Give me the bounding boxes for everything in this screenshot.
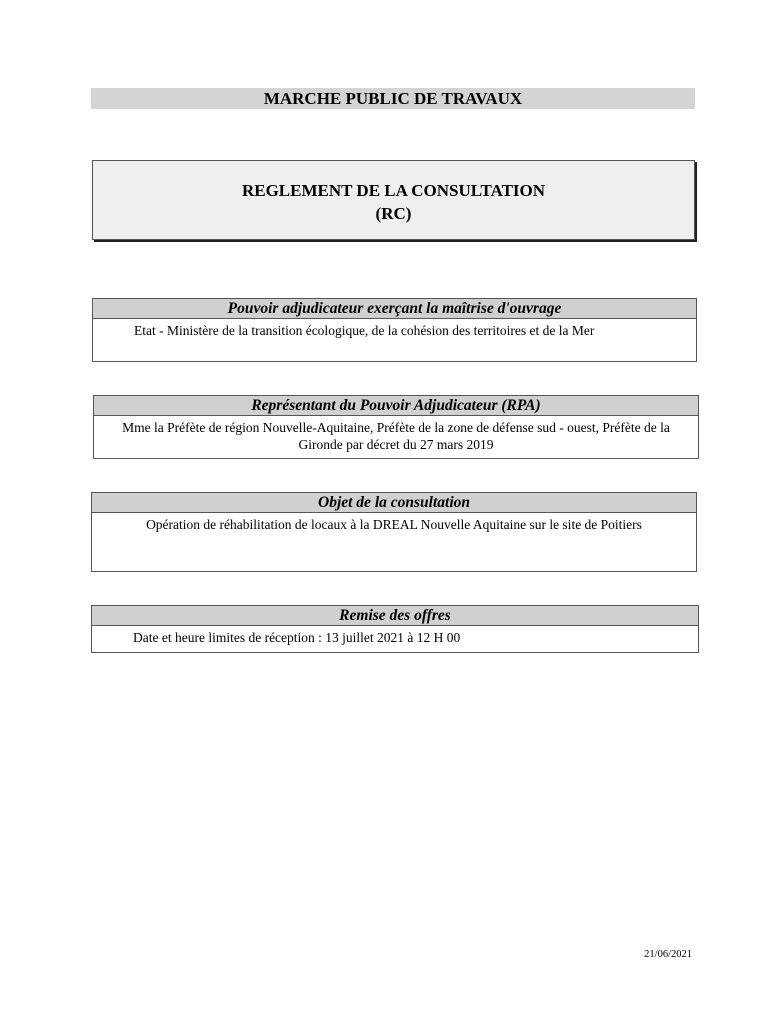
section-body: Etat - Ministère de la transition écologique, de la cohésion des territoires et de la Mer bbox=[134, 323, 595, 338]
section-heading: Objet de la consultation bbox=[92, 493, 696, 513]
rc-title-box bbox=[92, 160, 695, 240]
rc-title: REGLEMENT DE LA CONSULTATION bbox=[241, 181, 546, 200]
footer-date: 21/06/2021 bbox=[644, 949, 692, 960]
main-title: MARCHE PUBLIC DE TRAVAUX bbox=[91, 88, 695, 109]
contracting-authority-section bbox=[92, 298, 697, 362]
section-body: Mme la Préfète de région Nouvelle-Aquitaine, Préfète de la zone de défense sud - ouest, Préfète de la Gironde par décret du 27 mars 2019 bbox=[122, 420, 670, 452]
section-heading: Pouvoir adjudicateur exerçant la maîtrise d'ouvrage bbox=[93, 299, 696, 319]
consultation-object-section bbox=[91, 492, 697, 572]
rpa-section bbox=[93, 395, 699, 459]
section-body: Date et heure limites de réception : 13 juillet 2021 à 12 H 00 bbox=[133, 630, 461, 645]
section-heading: Remise des offres bbox=[92, 606, 698, 626]
section-heading: Représentant du Pouvoir Adjudicateur (RPA) bbox=[94, 396, 698, 416]
offer-submission-section bbox=[91, 605, 699, 653]
rc-abbreviation: (RC) bbox=[375, 204, 412, 223]
section-body: Opération de réhabilitation de locaux à la DREAL Nouvelle Aquitaine sur le site de Poitiers bbox=[146, 517, 642, 532]
